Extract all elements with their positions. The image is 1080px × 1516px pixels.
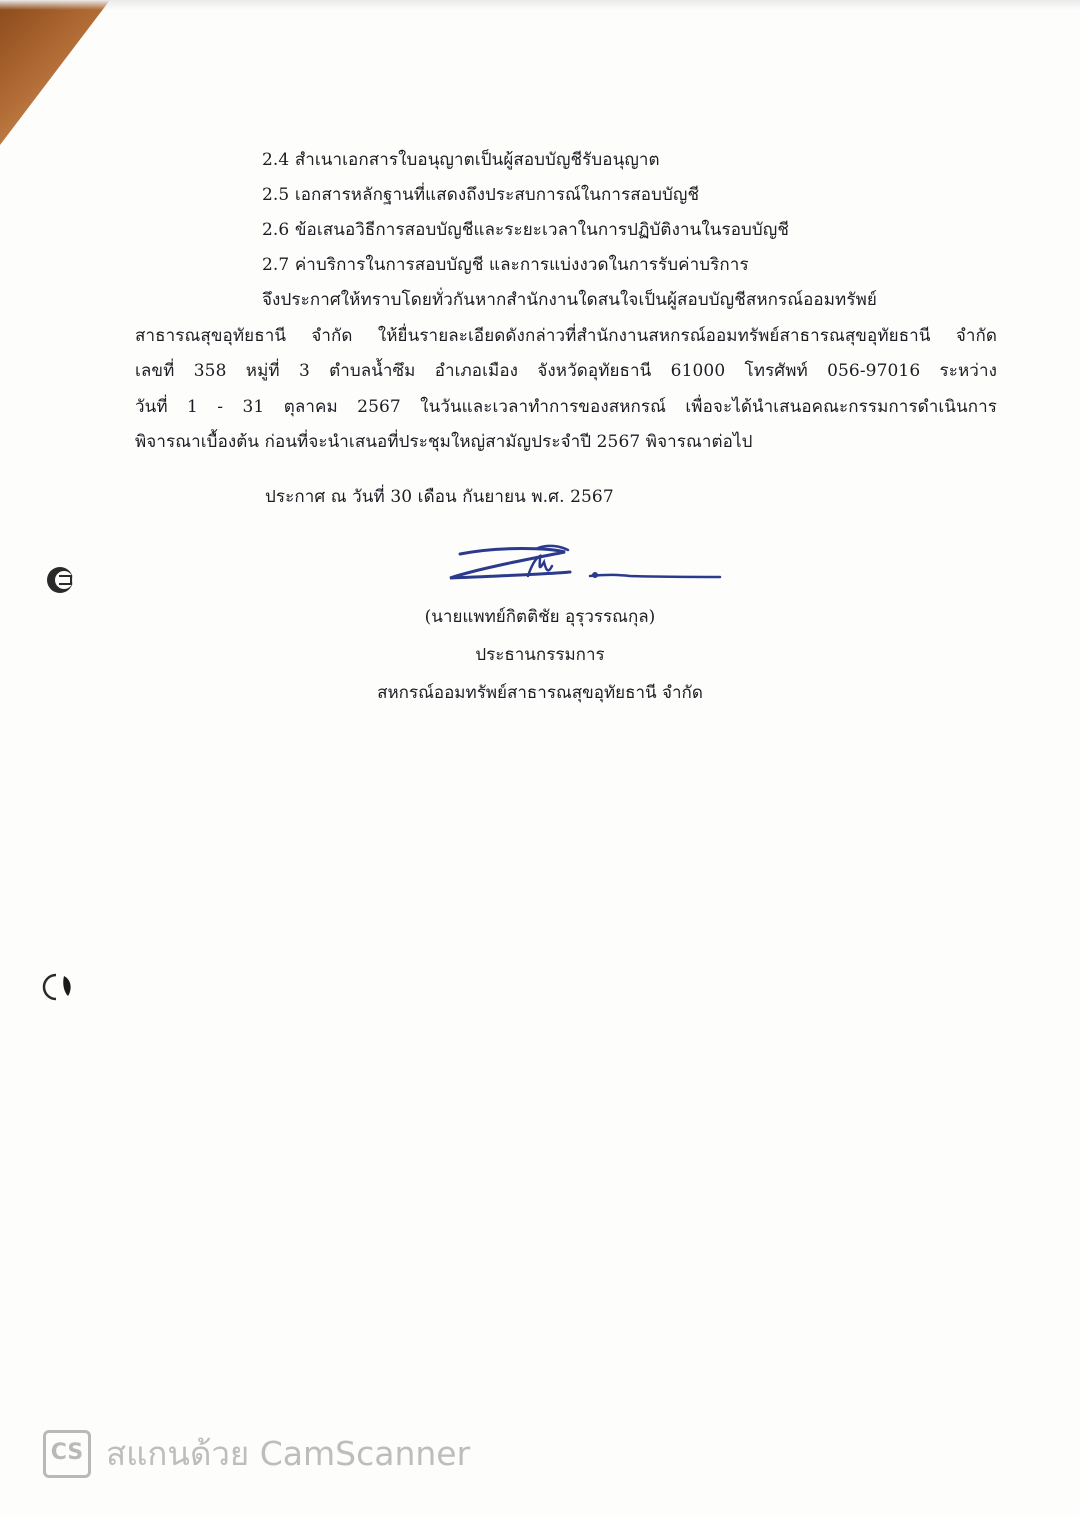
list-item: 2.7 ค่าบริการในการสอบบัญชี และการแบ่งงวดในการรับค่าบริการ — [262, 255, 749, 275]
list-item: 2.4 สำเนาเอกสารใบอนุญาตเป็นผู้สอบบัญชีรับอนุญาต — [262, 150, 660, 170]
camscanner-logo: CS — [43, 1430, 91, 1478]
list-item: 2.5 เอกสารหลักฐานที่แสดงถึงประสบการณ์ในการสอบบัญชี — [262, 185, 700, 205]
signature-image — [440, 540, 730, 590]
signer-position: ประธานกรรมการ — [475, 645, 605, 665]
paragraph-line: จึงประกาศให้ทราบโดยทั่วกันหากสำนักงานใดสนใจเป็นผู้สอบบัญชีสหกรณ์ออมทรัพย์ — [262, 290, 877, 310]
signer-organization: สหกรณ์ออมทรัพย์สาธารณสุขอุทัยธานี จำกัด — [377, 683, 703, 703]
paragraph-line: สาธารณสุขอุทัยธานี จำกัด ให้ยื่นรายละเอียดดังกล่าวที่สำนักงานสหกรณ์ออมทรัพย์สาธารณสุขอุทัยธานี จำกัด — [135, 326, 997, 346]
wood-surface-corner — [0, 0, 120, 150]
camscanner-watermark: สแกนด้วย CamScanner — [106, 1434, 471, 1473]
paragraph-line: เลขที่ 358 หมู่ที่ 3 ตำบลน้ำซึม อำเภอเมือง จังหวัดอุทัยธานี 61000 โทรศัพท์ 056-97016 ระหว่าง — [135, 361, 997, 381]
punch-hole-mark — [45, 565, 75, 595]
list-item: 2.6 ข้อเสนอวิธีการสอบบัญชีและระยะเวลาในการปฏิบัติงานในรอบบัญชี — [262, 220, 790, 240]
punch-hole-mark — [42, 972, 72, 1002]
paragraph-line: วันที่ 1 - 31 ตุลาคม 2567 ในวันและเวลาทำการของสหกรณ์ เพื่อจะได้นำเสนอคณะกรรมการดำเนินการ — [135, 397, 997, 417]
announcement-date: ประกาศ ณ วันที่ 30 เดือน กันยายน พ.ศ. 2567 — [265, 487, 614, 507]
paragraph-line: พิจารณาเบื้องต้น ก่อนที่จะนำเสนอที่ประชุมใหญ่สามัญประจำปี 2567 พิจารณาต่อไป — [135, 432, 753, 452]
page-edge-shadow — [0, 0, 1080, 10]
signer-name: (นายแพทย์กิตติชัย อุรุวรรณกุล) — [424, 607, 656, 627]
